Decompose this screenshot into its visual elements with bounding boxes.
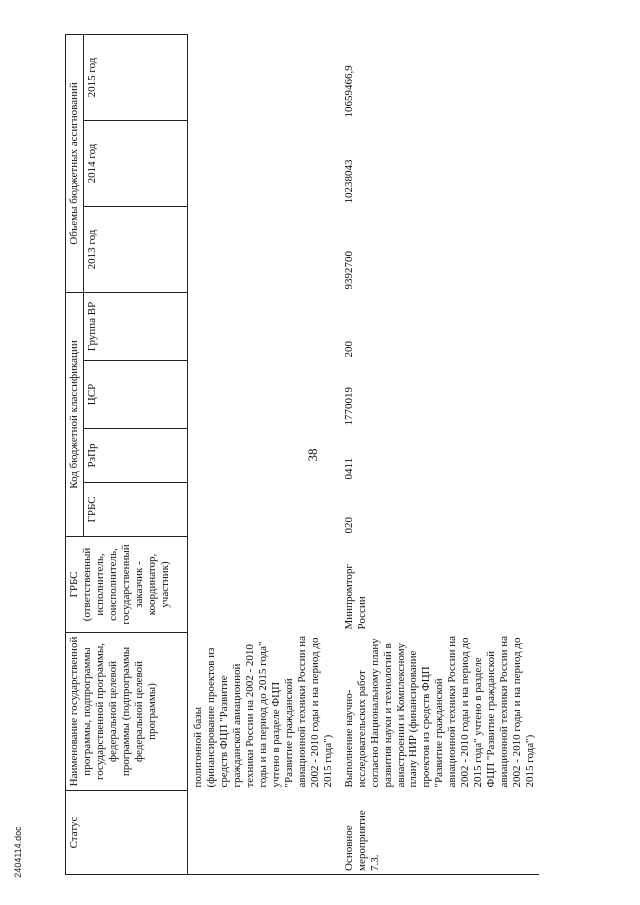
header-budget-code: Код бюджетной классификации [66, 292, 84, 536]
cell-2014 [187, 120, 336, 206]
cell-2015: 10659466,9 [342, 65, 355, 118]
cell-responsible: Минпромторг России [342, 564, 368, 630]
budget-table [65, 34, 539, 875]
cell-responsible [187, 537, 336, 633]
header-csr: ЦСР [83, 361, 187, 429]
header-2014: 2014 год [83, 120, 187, 206]
cell-2013: 9392700 [342, 250, 355, 290]
table-row [187, 34, 336, 874]
cell-status [187, 791, 336, 875]
cell-rzpr [187, 429, 336, 483]
cell-2013 [187, 206, 336, 292]
header-rzpr: РзПр [83, 429, 187, 483]
cell-grbs [187, 483, 336, 537]
table-row [337, 34, 540, 874]
cell-csr: 1770019 [342, 387, 355, 426]
cell-name: Выполнение научно-исследовательских работ согласно Национальному плану развития науки и технологий в авиастроении и Комплексному плану НИР (финансирование проектов из средств ФЦП "Развитие гражданской авиационной техники России на 2002 - 2010 годы и на период до 2015 года" учтено в разделе ФЦП "Развитие гражданской авиационной техники России на 2002 - 2010 годы и на период до 2015 года") [342, 635, 537, 788]
cell-name: полигонной базы (финансирование проектов из средств ФЦП "Развитие гражданской авиационной техники России на 2002 - 2010 годы и на период до 2015 года" учтено в разделе ФЦП "Развитие гражданской авиационной техники России на 2002 - 2010 годы и на период до 2015 года") [191, 635, 334, 788]
cell-vr: 200 [342, 341, 355, 358]
footer-filename: 2404114.doc [13, 826, 23, 878]
cell-rzpr: 0411 [342, 457, 355, 480]
cell-vr [187, 292, 336, 360]
cell-2015 [187, 34, 336, 120]
cell-grbs: 020 [342, 517, 355, 534]
header-grbs: ГРБС [83, 483, 187, 537]
header-2015: 2015 год [83, 34, 187, 120]
page-number: 38 [305, 448, 320, 462]
cell-2014: 10238043 [342, 159, 355, 204]
header-2013: 2013 год [83, 206, 187, 292]
header-status: Статус [66, 791, 188, 875]
header-name: Наименование государственной программы, подпрограммы государственной программы, федеральной целевой программы (подпрограммы федеральной целевой программы) [66, 633, 188, 791]
header-responsible: ГРБС (ответственный исполнитель, соисполнитель, государственный заказчик - координатор, участник) [66, 537, 188, 633]
cell-status: Основное мероприятие 7.3. [337, 791, 540, 875]
header-vr: Группа ВР [83, 292, 187, 360]
cell-csr [187, 361, 336, 429]
table-body [187, 34, 539, 874]
table-header [66, 34, 188, 874]
header-volumes: Объемы бюджетных ассигнований [66, 34, 84, 292]
budget-table-sheet [65, 35, 595, 875]
